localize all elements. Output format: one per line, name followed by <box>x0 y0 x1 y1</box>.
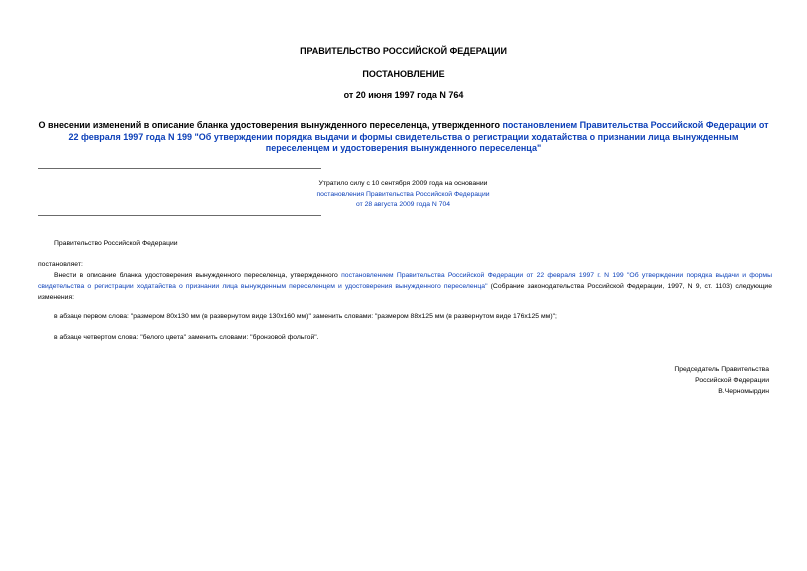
expiration-text: Утратило силу с 10 сентября 2009 года на основании <box>318 180 488 187</box>
bottom-divider <box>38 215 321 216</box>
change-item-2: в абзаце четвертом слова: "белого цвета" заменить словами: "бронзовой фольгой". <box>54 334 319 341</box>
signature-organization: Российской Федерации <box>695 377 769 384</box>
title-link-decree-199[interactable]: постановлением Правительства Российской Федерации от 22 февраля 1997 года N 199 "Об утверждении порядка выдачи и формы свидетельства о регистрации ходатайства о признании лица вынужденным переселенцем и удостоверения вынужденного переселенца" <box>68 120 769 153</box>
signature-block <box>674 364 769 397</box>
government-heading: ПРАВИТЕЛЬСТВО РОССИЙСКОЙ ФЕДЕРАЦИИ <box>300 46 507 56</box>
expiration-note <box>300 179 506 211</box>
title-text: О внесении изменений в описание бланка удостоверения вынужденного переселенца, утвержденного <box>38 120 503 130</box>
paragraph-link-decree-199[interactable]: постановлением Правительства Российской Федерации от 22 февраля 1997 г. N 199 "Об утверждении порядка выдачи и формы свидетельства о регистрации ходатайства о признании лица вынужденным переселенцем и удостоверения вынужденного переселенца" <box>38 272 772 290</box>
signature-position: Председатель Правительства <box>674 366 769 373</box>
signature-name: В.Черномырдин <box>718 388 769 395</box>
expiration-link-line-2[interactable]: от 28 августа 2009 года N 704 <box>355 201 451 208</box>
top-divider <box>38 168 321 169</box>
expiration-link-line-1[interactable]: постановления Правительства Российской Федерации <box>316 190 490 198</box>
document-title <box>36 120 771 155</box>
paragraph-text: Внести в описание бланка удостоверения вынужденного переселенца, утвержденного <box>54 272 342 279</box>
issuer-text: Правительство Российской Федерации <box>54 240 178 247</box>
paragraph-suffix: (Собрание законодательства Российской Федерации, 1997, N 9, ст. 1103) следующие изменения: <box>38 283 772 301</box>
document-type-heading: ПОСТАНОВЛЕНИЕ <box>362 69 445 79</box>
change-item-1: в абзаце первом слова: "размером 80x130 мм (в развернутом виде 130x160 мм)" заменить словами: "размером 88x125 мм (в развернутом виде 176x125 мм)"; <box>54 313 557 320</box>
document-date-number: от 20 июня 1997 года N 764 <box>343 90 464 100</box>
main-paragraph <box>38 270 772 303</box>
resolves-text: постановляет: <box>38 261 83 268</box>
